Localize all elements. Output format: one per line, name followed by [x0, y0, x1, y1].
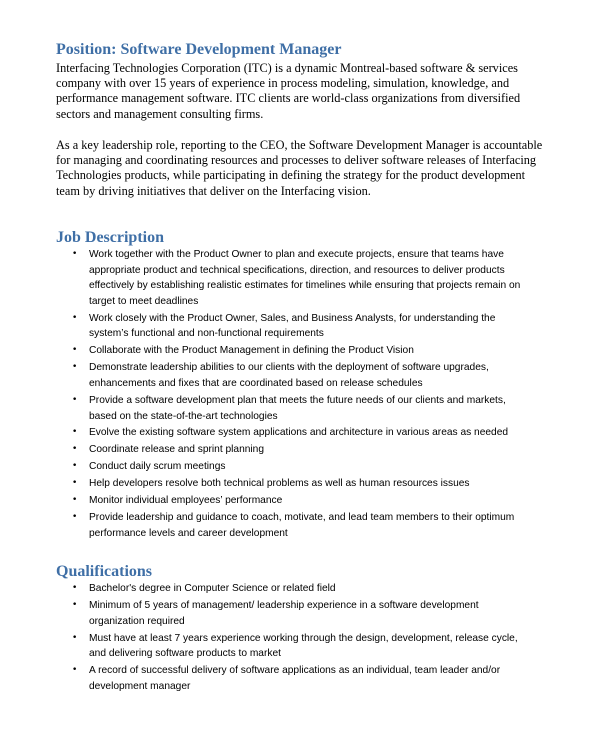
list-item [0, 343, 600, 359]
paragraph-line: Technologies products, while participating in defining the strategy for the product development [56, 168, 526, 183]
list-item-line: Provide leadership and guidance to coach, motivate, and lead team members to their optimum [89, 512, 515, 524]
paragraph-line: performance management software. ITC clients are world-class organizations from diversified [56, 91, 521, 106]
list-item-line: organization required [89, 615, 185, 627]
list-item [0, 631, 600, 662]
list-item-line: A record of successful delivery of software applications as an individual, team leader and/or [89, 665, 501, 677]
list-item [0, 360, 600, 391]
list-item-line: Evolve the existing software system applications and architecture in various areas as needed [89, 427, 509, 439]
list-item-line: effectively by establishing realistic estimates for timelines while ensuring that projects remain on [89, 280, 521, 292]
list-item-line: Minimum of 5 years of management/ leadership experience in a software development [89, 599, 479, 611]
list-item [0, 663, 600, 694]
list-item-line: Monitor individual employees’ performance [89, 495, 283, 507]
list-item [0, 476, 600, 492]
company-intro-paragraph [56, 61, 576, 122]
list-item [0, 459, 600, 475]
qualifications-list [0, 581, 600, 696]
bullet-icon: • [72, 461, 78, 472]
bullet-icon: • [72, 427, 78, 438]
list-item-line: appropriate product and technical specifications, direction, and resources to deliver products [89, 264, 505, 276]
list-item [0, 510, 600, 541]
bullet-icon: • [72, 665, 78, 676]
bullet-icon: • [72, 444, 78, 455]
list-item-line: Work together with the Product Owner to plan and execute projects, ensure that teams have [89, 249, 504, 260]
bullet-icon: • [72, 394, 78, 405]
list-item-line: Must have at least 7 years experience working through the design, development, release cycle, [89, 632, 518, 644]
list-item-line: Provide a software development plan that meets the future needs of our clients and markets, [89, 394, 506, 406]
list-item [0, 247, 600, 309]
bullet-icon: • [72, 362, 78, 373]
paragraph-line: company with over 15 years of experience in process modeling, simulation, knowledge, and [56, 76, 510, 91]
bullet-icon: • [72, 495, 78, 506]
paragraph-line: As a key leadership role, reporting to the CEO, the Software Development Manager is accountable [56, 138, 543, 152]
job-description-list [0, 247, 600, 543]
list-item-line: Bachelor's degree in Computer Science or related field [89, 583, 336, 594]
paragraph-line: team by driving initiatives that deliver on the Interfacing vision. [56, 183, 371, 198]
bullet-icon: • [72, 632, 78, 643]
list-item-line: enhancements and fixes that are coordinated based on release schedules [89, 377, 423, 389]
list-item-line: and delivering software products to market [89, 648, 281, 660]
list-item [0, 311, 600, 342]
list-item-line: performance levels and career development [89, 528, 288, 539]
list-item [0, 598, 600, 629]
list-item-line: development manager [89, 680, 191, 692]
list-item-line: Collaborate with the Product Management in defining the Product Vision [89, 345, 414, 357]
list-item [0, 442, 600, 458]
list-item-line: Work closely with the Product Owner, Sales, and Business Analysts, for understanding the [89, 312, 496, 324]
paragraph-line: sectors and management consulting firms. [56, 106, 264, 121]
qualifications-heading: Qualifications [56, 563, 153, 580]
bullet-icon: • [72, 312, 78, 323]
list-item-line: Help developers resolve both technical problems as well as human resources issues [89, 478, 470, 490]
bullet-icon: • [72, 583, 78, 593]
bullet-icon: • [72, 345, 78, 356]
list-item-line: Coordinate release and sprint planning [89, 444, 265, 456]
paragraph-line: for managing and coordinating resources and processes to deliver software releases of Interfacing [56, 153, 537, 168]
bullet-icon: • [72, 512, 78, 523]
list-item-line: Demonstrate leadership abilities to our clients with the deployment of software upgrades, [89, 362, 489, 374]
bullet-icon: • [72, 599, 78, 610]
list-item-line: target to meet deadlines [89, 295, 199, 307]
list-item [0, 581, 600, 597]
list-item [0, 493, 600, 509]
list-item-line: system’s functional and non-functional requirements [89, 328, 324, 340]
job-description-heading: Job Description [56, 229, 164, 246]
role-summary-paragraph [56, 138, 576, 199]
list-item [0, 393, 600, 424]
paragraph-line: Interfacing Technologies Corporation (ITC) is a dynamic Montreal-based software & services [56, 61, 518, 75]
list-item-line: based on the state-of-the-art technologies [89, 410, 278, 422]
bullet-icon: • [72, 478, 78, 489]
list-item [0, 425, 600, 441]
list-item-line: Conduct daily scrum meetings [89, 461, 226, 473]
bullet-icon: • [72, 249, 78, 259]
position-title: Position: Software Development Manager [56, 41, 342, 58]
